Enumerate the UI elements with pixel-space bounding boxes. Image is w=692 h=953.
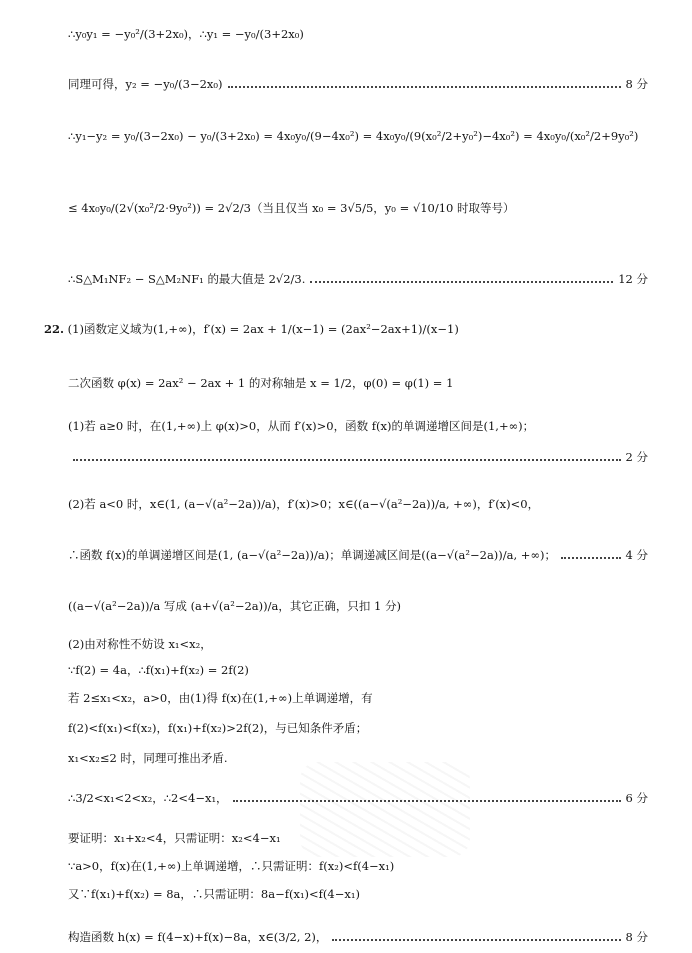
solution-line-11: ∴函数 f(x)的单调递增区间是(1, (a−√(a²−2a))/a)；单调递减区间是((a−√(a²−2a))/a, +∞)； 4 分 [68,548,648,562]
question-number: 22. [44,322,65,336]
score-label: 12 分 [618,272,648,286]
solution-line-22: 构造函数 h(x) = f(4−x)+f(x)−8a，x∈(3/2, 2)， 8 分 [68,930,648,944]
solution-line-12: ((a−√(a²−2a))/a 写成 (a+√(a²−2a))/a，其它正确，只扣 1 分) [68,599,401,613]
solution-line-16: f(2)<f(x₁)<f(x₂)，f(x₁)+f(x₂)>2f(2)，与已知条件矛盾； [68,721,368,735]
watermark [300,762,470,857]
solution-line-10: (2)若 a<0 时，x∈(1, (a−√(a²−2a))/a)，f′(x)>0；x∈((a−√(a²−2a))/a, +∞)，f′(x)<0， [68,497,540,511]
score-label: 8 分 [625,930,648,944]
solution-line-3: ∴y₁−y₂ = y₀/(3−2x₀) − y₀/(3+2x₀) = 4x₀y₀/(9−4x₀²) = 4x₀y₀/(9(x₀²/2+y₀²)−4x₀²) = 4x₀y₀/(x₀²/2+9y₀²) [68,129,639,143]
solution-line-17: x₁<x₂≤2 时，同理可推出矛盾. [68,751,228,765]
solution-line-14: ∵f(2) = 4a，∴f(x₁)+f(x₂) = 2f(2) [68,663,249,677]
solution-line-18: ∴3/2<x₁<2<x₂，∴2<4−x₁， 6 分 [68,791,648,805]
solution-line-21: 又∵f(x₁)+f(x₂) = 8a，∴只需证明：8a−f(x₁)<f(4−x₁) [68,887,360,901]
solution-line-19: 要证明：x₁+x₂<4，只需证明：x₂<4−x₁ [68,831,281,845]
solution-line-13: (2)由对称性不妨设 x₁<x₂， [68,637,212,651]
score-label: 4 分 [625,548,648,562]
solution-line-20: ∵a>0，f(x)在(1,+∞)上单调递增，∴只需证明：f(x₂)<f(4−x₁) [68,859,395,873]
solution-line-2: 同理可得，y₂ = −y₀/(3−2x₀) 8 分 [68,77,648,91]
solution-line-4: ≤ 4x₀y₀/(2√(x₀²/2·9y₀²)) = 2√2/3（当且仅当 x₀ = 3√5/5，y₀ = √10/10 时取等号） [68,201,515,215]
score-label: 2 分 [625,450,648,464]
score-label: 8 分 [625,77,648,91]
solution-line-1: ∴y₀y₁ = −y₀²/(3+2x₀)，∴y₁ = −y₀/(3+2x₀) [68,27,304,41]
solution-line-7: 二次函数 φ(x) = 2ax² − 2ax + 1 的对称轴是 x = 1/2，φ(0) = φ(1) = 1 [68,376,454,390]
solution-line-8: (1)若 a≥0 时，在(1,+∞)上 φ(x)>0，从而 f′(x)>0，函数 f(x)的单调递增区间是(1,+∞)； [68,419,535,433]
solution-line-9 [68,449,648,465]
solution-line-5: ∴S△M₁NF₂ − S△M₂NF₁ 的最大值是 2√2/3. 12 分 [68,272,648,286]
score-label: 6 分 [625,791,648,805]
question-22-intro: 22. (1)函数定义域为(1,+∞)，f′(x) = 2ax + 1/(x−1) = (2ax²−2ax+1)/(x−1) [44,322,459,336]
solution-line-15: 若 2≤x₁<x₂，a>0，由(1)得 f(x)在(1,+∞)上单调递增，有 [68,691,373,705]
